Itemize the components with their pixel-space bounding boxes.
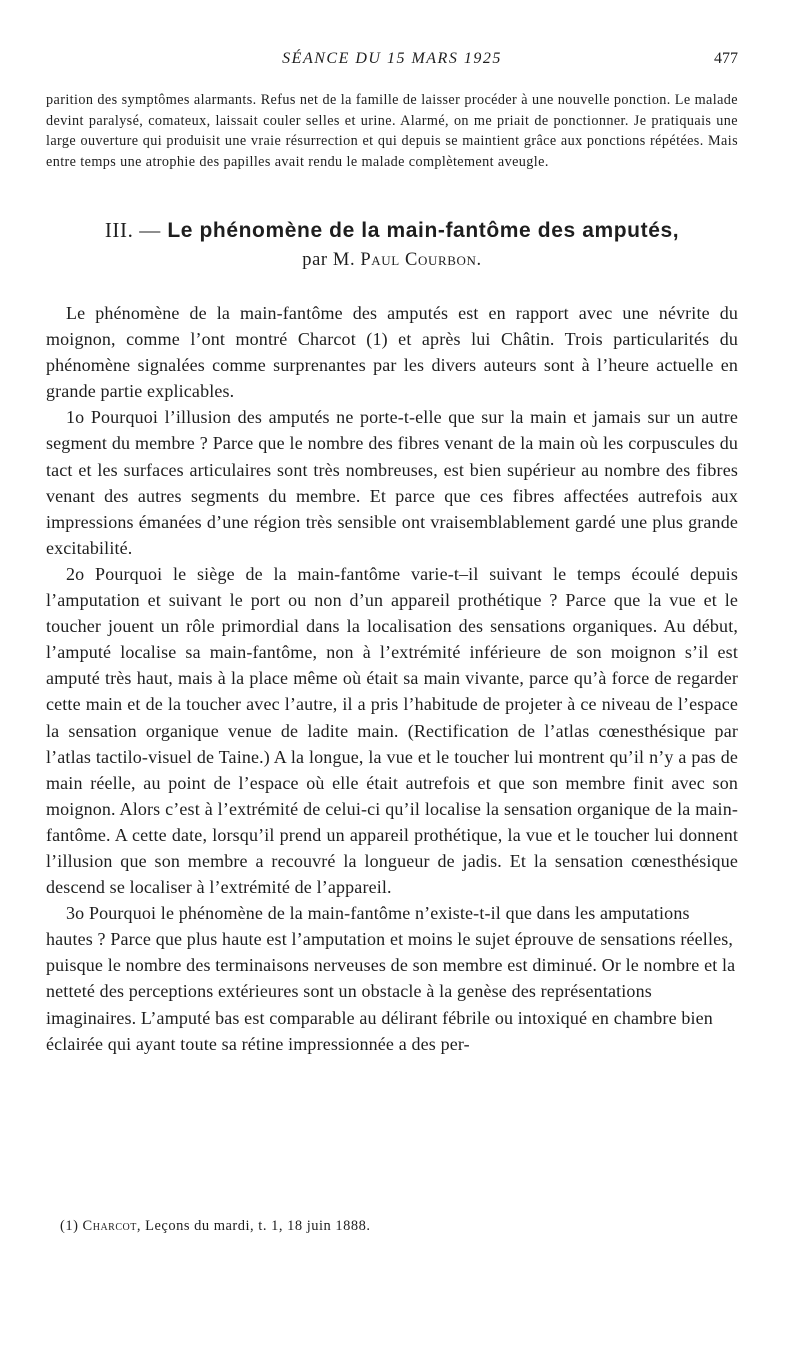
footnote-text: Leçons du mardi, t. 1, 18 juin 1888. [145,1218,371,1234]
paragraph-point-2: 2o Pourquoi le siège de la main-fantôme varie-t–il suivant le temps écoulé depuis l’amputation et suivant le port ou non d’un appareil prothétique ? Parce que la vue et le toucher jouent un rôle primordial dans la localisation des sensations organiques. Au début, l’amputé localise sa main-fantôme, non à l’extrémité inférieure de son moignon s’il est amputé très haut, mais à la place même où était sa main vivante, parce qu’à force de regarder cette main et de la toucher avec l’autre, il a pris l’habitude de projeter à ce niveau de l’espace la sensation organique venue de ladite main. (Rectification de l’atlas cœnesthésique par l’atlas tactilo-visuel de Taine.) A la longue, la vue et le toucher lui montrent qu’il n’y a pas de main réelle, au point de l’espace où elle était autrefois et que son membre finit avec son moignon. Alors c’est à l’extrémité de celui-ci qu’il localise la sensation organique de la main-fantôme. A cette date, lorsqu’il prend un appareil prothétique, la vue et le toucher lui donnent l’illusion que son membre a recouvré la longueur de jadis. Et la sensation cœnesthésique descend se localiser à l’extrémité de l’appareil. [46,563,738,898]
paragraph-point-1: 1o Pourquoi l’illusion des amputés ne porte-t-elle que sur la main et jamais sur un autre segment du membre ? Parce que le nombre des fibres venant de la main où les corpuscules du tact et les surfaces articulaires sont très nombreuses, est bien supérieur au nombre des fibres venant des autres segments du membre. Et parce que ces fibres affectées autrefois aux impressions émanées d’une région très sensible ont vraisemblablement gardé une plus grande excitabilité. [46,407,738,558]
section-title-text: Le phénomène de la main-fantôme des amputés, [167,219,680,242]
paragraph-point-3: 3o Pourquoi le phénomène de la main-fantôme n’existe-t-il que dans les amputations hautes ? Parce que plus haute est l’amputation et moins le sujet éprouve de sensations réelles, puisque le nombre des terminaisons nerveuses de son membre est diminué. Or le nombre et la netteté des perceptions extérieures sont un obstacle à la genèse des représentations imaginaires. L’amputé bas est comparable au délirant fébrile ou intoxiqué en chambre bien éclairée qui ayant toute sa rétine impressionnée a des per- [46,903,736,1054]
running-head [46,44,738,78]
footnote [60,1218,371,1235]
page-number: 477 [714,50,738,67]
author-name: Paul Courbon. [360,250,482,270]
article-body [46,300,738,1057]
section-title [46,216,738,245]
book-page [46,44,738,1344]
byline-prefix: par M. [302,250,356,270]
byline [46,247,738,273]
footnote-marker: (1) [60,1218,79,1234]
continuation-paragraph: parition des symptômes alarmants. Refus net de la famille de laisser procéder à une nouvelle ponction. Le malade devint paralysé, comateux, laissait couler selles et urine. Alarmé, on me priait de ponctionner. Je pratiquais une large ouverture qui produisit une vraie résurrection et qui depuis se maintient grâce aux ponctions répétées. Mais entre temps une atrophie des papilles avait rendu le malade complètement aveugle. [46,92,738,170]
paragraph-intro: Le phénomène de la main-fantôme des amputés est en rapport avec une névrite du moignon, comme l’ont montré Charcot (1) et après lui Châtin. Trois particularités du phénomène signalées comme surprenantes par les divers auteurs sont à l’heure actuelle en grande partie explicables. [46,303,738,402]
section-number: III. — [104,218,161,242]
running-title: SÉANCE DU 15 MARS 1925 [282,50,502,67]
footnote-author: Charcot, [82,1218,141,1234]
